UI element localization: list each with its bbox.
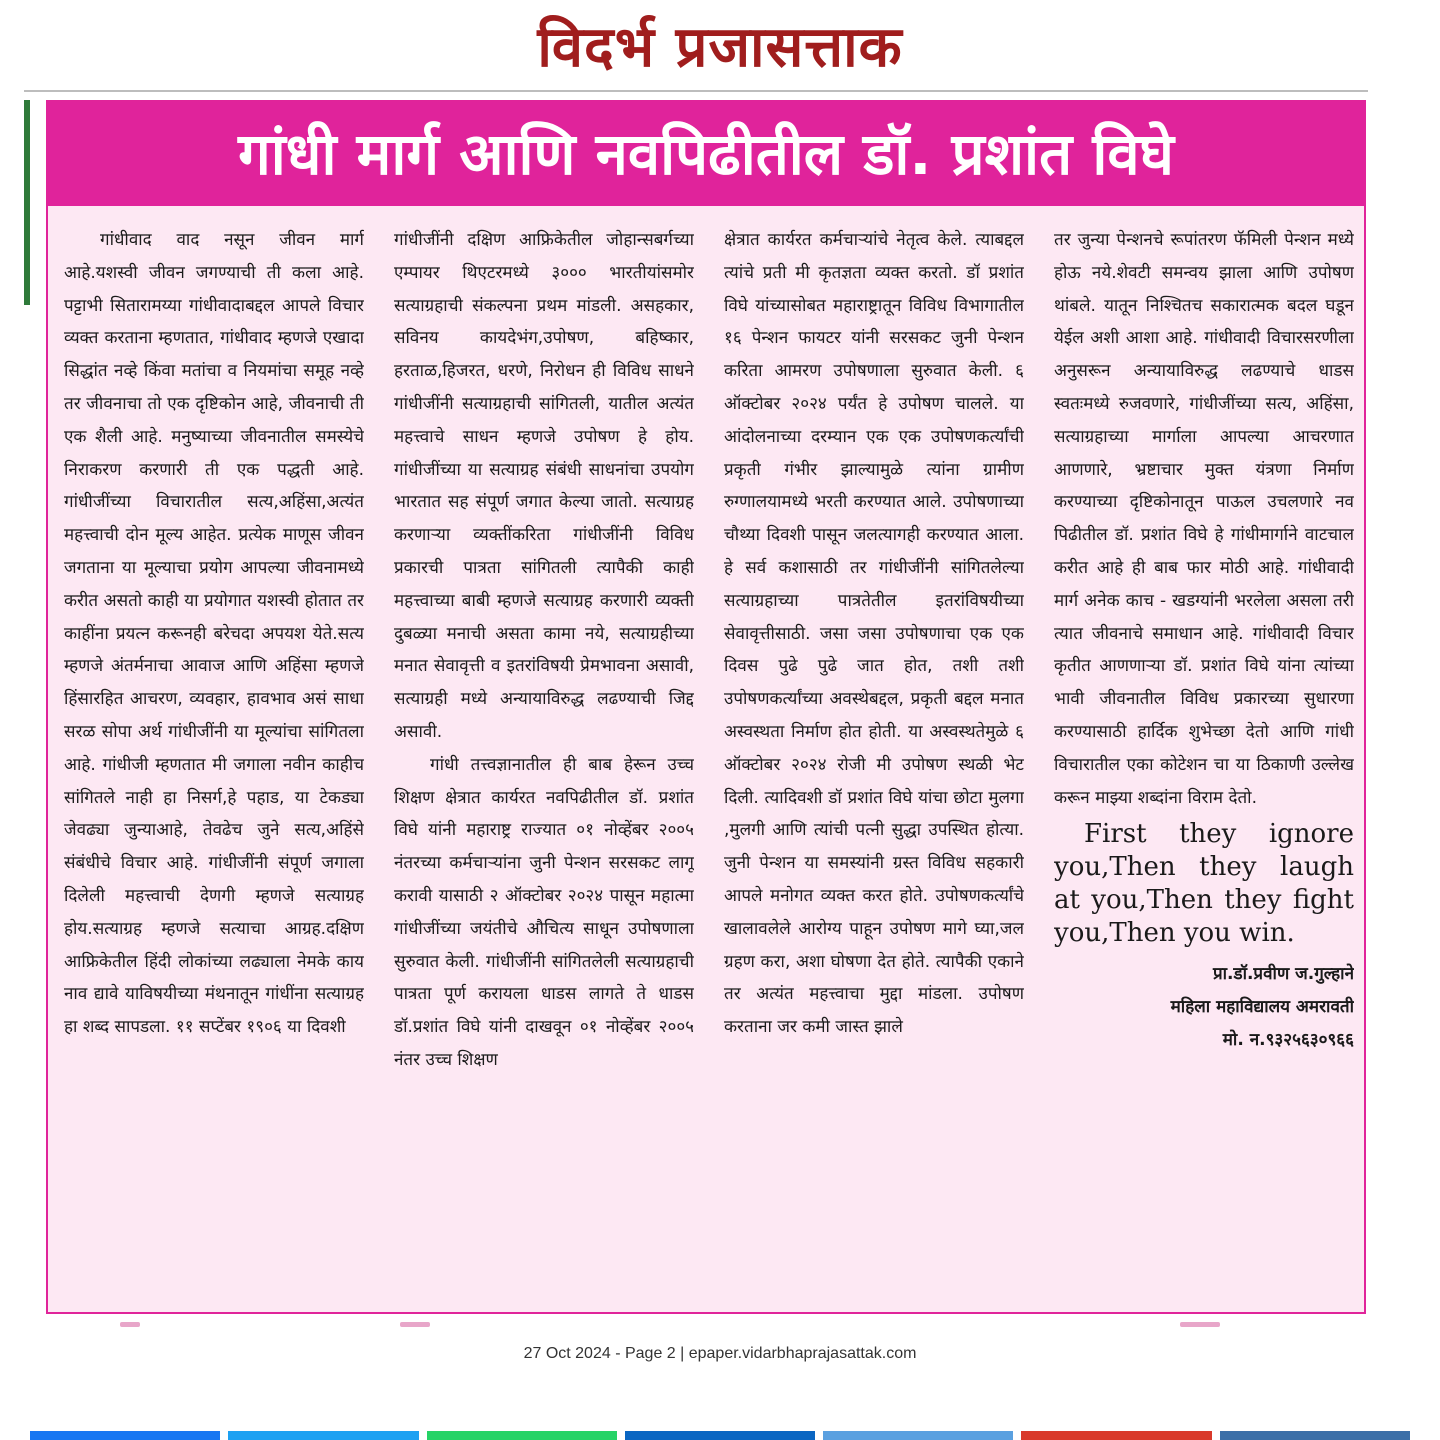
article-column-4 xyxy=(1054,224,1354,1294)
share-linkedin-button[interactable] xyxy=(625,1431,815,1440)
masthead-rule xyxy=(24,90,1368,92)
article-column-3 xyxy=(724,224,1024,1294)
headline-banner xyxy=(48,102,1364,206)
page-footer: 27 Oct 2024 - Page 2 | epaper.vidarbhaprajasattak.com xyxy=(523,1345,917,1362)
share-twitter-button[interactable] xyxy=(228,1431,418,1440)
share-facebook-button[interactable] xyxy=(30,1431,220,1440)
share-telegram-button[interactable] xyxy=(823,1431,1013,1440)
green-accent-bar xyxy=(24,100,30,305)
article xyxy=(46,100,1366,1314)
paragraph: तर जुन्या पेन्शनचे रूपांतरण फॅमिली पेन्शन मध्ये होऊ नये.शेवटी समन्वय झाला आणि उपोषण थांबले. यातून निश्चितच सकारात्मक बदल घडून येईल अशी आशा आहे. गांधीवादी विचारसरणीला अनुसरून अन्यायाविरुद्ध लढण्याचे धाडस स्वतःमध्ये रुजवणारे, गांधीजींच्या सत्य, अहिंसा, सत्याग्रहाच्या मार्गाला आपल्या आचरणात आणणारे, भ्रष्टाचार मुक्त यंत्रणा निर्माण करण्याच्या दृष्टिकोनातून पाऊल उचलणारे नव पिढीतील डॉ. प्रशांत विघे हे गांधीमार्गाने वाटचाल करीत आहे ही बाब फार मोठी आहे. गांधीवादी मार्ग अनेक काच - खडग्यांनी भरलेला असला तरी त्यात जीवनाचे समाधान आहे. गांधीवादी विचार कृतीत आणणाऱ्या डॉ. प्रशांत विघे यांना त्यांच्या भावी जीवनातील विविध प्रकारच्या सुधारणा करण्यासाठी हार्दिक शुभेच्छा देतो आणि गांधी विचारातील एका कोटेशन चा या ठिकाणी उल्लेख करून माझ्या शब्दांना विराम देतो. xyxy=(1054,230,1354,808)
article-column-1 xyxy=(64,224,364,1294)
author-signature xyxy=(1054,958,1354,1057)
paragraph: गांधी तत्त्वज्ञानातील ही बाब हेरून उच्च शिक्षण क्षेत्रात कार्यरत नवपिढीतील डॉ. प्रशांत विघे यांनी महाराष्ट्र राज्यात ०१ नोव्हेंबर २००५ नंतरच्या कर्मचाऱ्यांना जुनी पेन्शन सरसकट लागू करावी यासाठी २ ऑक्टोबर २०२४ पासून महात्मा गांधीजींच्या जयंतीचे औचित्य साधून उपोषणाला सुरुवात केली. गांधीजींनी सांगितलेली सत्याग्रहाची पात्रता पूर्ण करायला धाडस लागते ते धाडस डॉ.प्रशांत विघे यांनी दाखवून ०१ नोव्हेंबर २००५ नंतर उच्च शिक्षण xyxy=(394,754,694,1070)
masthead-title: विदर्भ प्रजासत्ताक xyxy=(537,15,903,80)
closing-quote: First they ignore you,Then they laugh at you,Then they fight you,Then you win. xyxy=(1054,819,1354,949)
share-pinterest-button[interactable] xyxy=(1021,1431,1211,1440)
paragraph: गांधीजींनी दक्षिण आफ्रिकेतील जोहान्सबर्गच्या एम्पायर थिएटरमध्ये ३००० भारतीयांसमोर सत्याग्रहाची संकल्पना प्रथम मांडली. असहकार, सविनय कायदेभंग,उपोषण, बहिष्कार, हरताळ,हिजरत, धरणे, निरोधन ही विविध साधने गांधीजींनी सत्याग्रहाची सांगितली, यातील अत्यंत महत्त्वाचे साधन म्हणजे उपोषण हे होय. गांधीजींच्या या सत्याग्रह संबंधी साधनांचा उपयोग भारतात सह संपूर्ण जगात केल्या जातो. सत्याग्रह करणाऱ्या व्यक्तींकरिता गांधीजींनी विविध प्रकारची पात्रता सांगितली त्यापैकी काही महत्त्वाच्या बाबी म्हणजे सत्याग्रह करणारी व्यक्ती दुबळ्या मनाची असता कामा नये, सत्याग्रहीच्या मनात सेवावृत्ती व इतरांविषयी प्रेमभावना असावी, सत्याग्रही मध्ये अन्यायाविरुद्ध लढण्याची जिद्द असावी. xyxy=(394,230,694,742)
article-headline: गांधी मार्ग आणि नवपिढीतील डॉ. प्रशांत विघे xyxy=(238,120,1174,188)
next-article-edge xyxy=(100,1322,1240,1330)
paragraph: क्षेत्रात कार्यरत कर्मचाऱ्यांचे नेतृत्व केले. त्याबद्दल त्यांचे प्रती मी कृतज्ञता व्यक्त करतो. डॉ प्रशांत विघे यांच्यासोबत महाराष्ट्रातून विविध विभागातील १६ पेन्शन फायटर यांनी सरसकट जुनी पेन्शन करिता आमरण उपोषणाला सुरुवात केली. ६ ऑक्टोबर २०२४ पर्यंत हे उपोषण चालले. या आंदोलनाच्या दरम्यान एक एक उपोषणकर्त्यांची प्रकृती गंभीर झाल्यामुळे त्यांना ग्रामीण रुग्णालयामध्ये भरती करण्यात आले. उपोषणाच्या चौथ्या दिवशी पासून जलत्यागही करण्यात आला. हे सर्व कशासाठी तर गांधीजींनी सांगितलेल्या सत्याग्रहाच्या पात्रतेतील इतरांविषयीच्या सेवावृत्तीसाठी. जसा जसा उपोषणाचा एक एक दिवस पुढे पुढे जात होत, तशी तशी उपोषणकर्त्यांच्या अवस्थेबद्दल, प्रकृती बद्दल मनात अस्वस्थता निर्माण होत होती. या अस्वस्थतेमुळे ६ ऑक्टोबर २०२४ रोजी मी उपोषण स्थळी भेट दिली. त्यादिवशी डॉ प्रशांत विघे यांचा छोटा मुलगा ,मुलगी आणि त्यांची पत्नी सुद्धा उपस्थित होत्या. जुनी पेन्शन या समस्यांनी ग्रस्त विविध सहकारी आपले मनोगत व्यक्त करत होते. उपोषणकर्त्यांचे खालावलेले आरोग्य पाहून उपोषण मागे घ्या,जल ग्रहण करा, अशा घोषणा देत होते. त्यापैकी एकाने तर अत्यंत महत्त्वाचा मुद्दा मांडला. उपोषण करताना जर कमी जास्त झाले xyxy=(724,230,1024,1038)
share-whatsapp-button[interactable] xyxy=(427,1431,617,1440)
paragraph: गांधीवाद वाद नसून जीवन मार्ग आहे.यशस्वी जीवन जगण्याची ती कला आहे. पट्टाभी सितारामय्या गांधीवादाबद्दल आपले विचार व्यक्त करताना म्हणतात, गांधीवाद म्हणजे एखादा सिद्धांत नव्हे किंवा मतांचा व नियमांचा समूह नव्हे तर जीवनाचा तो एक दृष्टिकोन आहे, जीवनाची ती एक शैली आहे. मनुष्याच्या जीवनातील समस्येचे निराकरण करणारी ती एक पद्धती आहे. गांधीजींच्या विचारातील सत्य,अहिंसा,अत्यंत महत्त्वाची दोन मूल्य आहेत. प्रत्येक माणूस जीवन जगताना या मूल्याचा प्रयोग आपल्या जीवनामध्ये करीत असतो काही या प्रयोगात यशस्वी होतात तर काहींना प्रयत्न करूनही बरेचदा अपयश येते.सत्य म्हणजे अंतर्मनाचा आवाज आणि अहिंसा म्हणजे हिंसारहित आचरण, व्यवहार, हावभाव असं साधा सरळ सोपा अर्थ गांधीजींनी या मूल्यांचा सांगितला आहे. गांधीजी म्हणतात मी जगाला नवीन काहीच सांगितले नाही हा निसर्ग,हे पहाड, या टेकड्या जेवढ्या जुन्याआहे, तेवढेच जुने सत्य,अहिंसे संबंधीचे विचार आहे. गांधीजींनी संपूर्ण जगाला दिलेली महत्त्वाची देणगी म्हणजे सत्याग्रह होय.सत्याग्रह म्हणजे सत्याचा आग्रह.दक्षिण आफ्रिकेतील हिंदी लोकांच्या लढ्याला नेमके काय नाव द्यावे याविषयीच्या मंथनातून गांधींना सत्याग्रह हा शब्द सापडला. ११ सप्टेंबर १९०६ या दिवशी xyxy=(64,230,364,1038)
author-phone: मो. न.९३२५६३०९६६ xyxy=(1222,1030,1354,1051)
share-more-button[interactable] xyxy=(1220,1431,1410,1440)
author-institution: महिला महाविद्यालय अमरावती xyxy=(1170,997,1354,1018)
masthead xyxy=(0,8,1440,88)
article-column-2 xyxy=(394,224,694,1294)
article-columns xyxy=(64,224,1354,1294)
author-name: प्रा.डॉ.प्रवीण ज.गुल्हाने xyxy=(1212,964,1354,985)
share-bar xyxy=(30,1431,1410,1440)
